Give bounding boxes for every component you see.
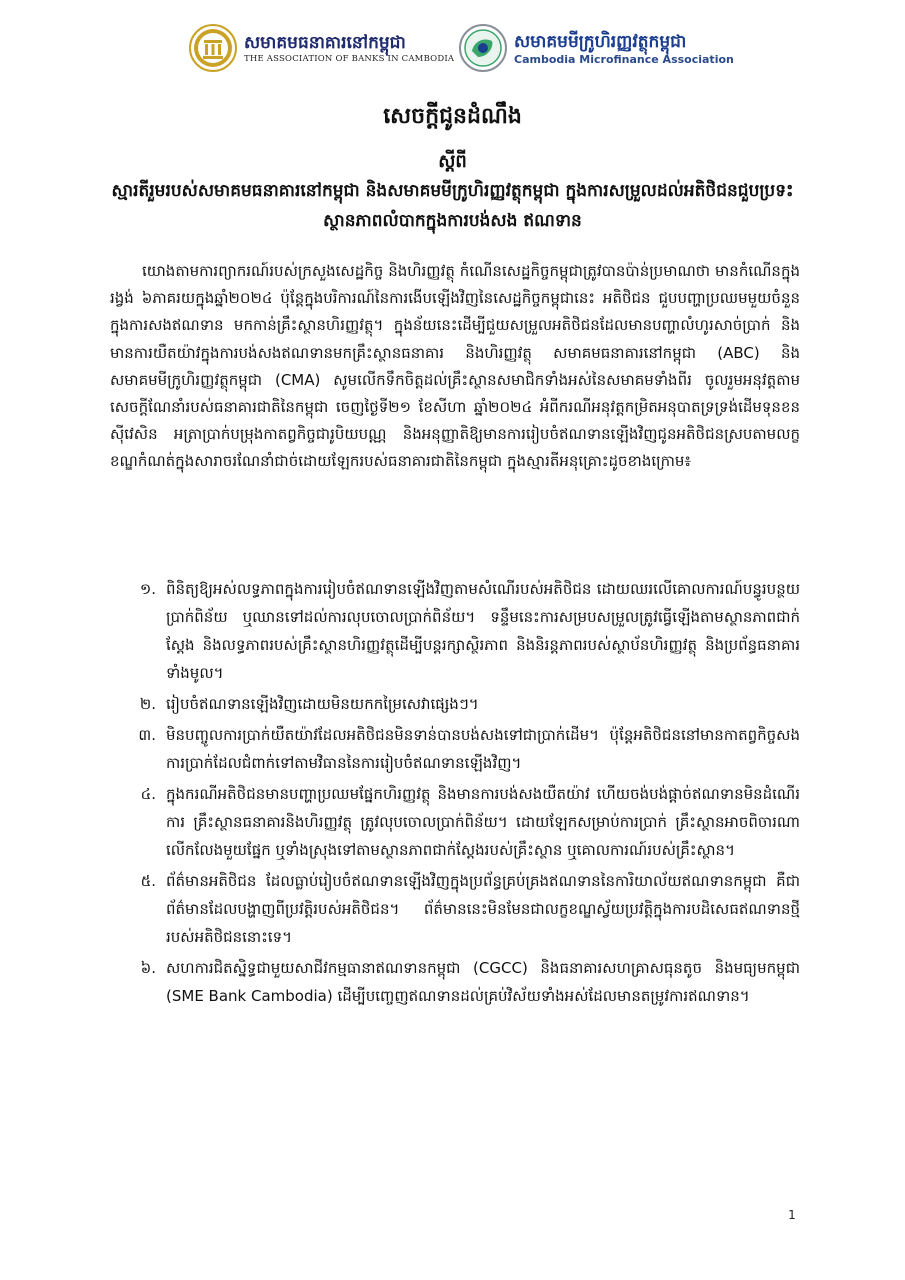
abc-name-en: THE ASSOCIATION OF BANKS IN CAMBODIA xyxy=(244,54,455,64)
list-item-text: សហការជិតស្និទ្ធជាមួយសាជីវកម្មធានាឥណទានកម្ពុជា (CGCC) និងធនាគារសហគ្រាសធុនតូច និងមធ្យមកម្ពុជា (SME Bank Cambodia) ដើម្បីបញ្ចេញឥណទានដល់គ្រប់វិស័យទាំងអស់ដែលមានតម្រូវការឥណទាន។ xyxy=(166,959,800,1005)
list-item-text: រៀបចំឥណទានឡើងវិញដោយមិនយកកម្រៃសេវាផ្សេងៗ។ xyxy=(166,695,479,713)
list-item-text: មិនបញ្ចូលការប្រាក់យឺតយ៉ាវដែលអតិថិជនមិនទាន់បានបង់សងទៅជាប្រាក់ដើម។ ប៉ុន្តែអតិថិជននៅមានកាតព្វកិច្ចសងការប្រាក់ដែលជំពាក់ទៅតាមវិធាននៃការរៀបចំឥណទានឡើងវិញ។ xyxy=(166,726,800,772)
cma-name-kh: សមាគមមីក្រូហិរញ្ញវត្ថុកម្ពុជា xyxy=(514,31,687,52)
list-item xyxy=(110,690,800,718)
list-item xyxy=(110,721,800,777)
list-item xyxy=(110,954,800,1010)
list-item xyxy=(110,780,800,864)
abc-brand xyxy=(188,18,454,78)
list-item-number: ៦. xyxy=(140,959,156,977)
abc-name-kh: សមាគមធនាគារនៅកម្ពុជា xyxy=(244,33,406,53)
measures-list xyxy=(110,575,800,1013)
cma-name-en: Cambodia Microfinance Association xyxy=(514,52,734,66)
intro-paragraph: យោងតាមការព្យាករណ៍របស់ក្រសួងសេដ្ឋកិច្ច និងហិរញ្ញវត្ថុ កំណើនសេដ្ឋកិច្ចកម្ពុជាត្រូវបានប៉ាន់ប្រមាណថា មានកំណើនក្នុងរង្វង់ ៦ភាគរយក្នុងឆ្នាំ២០២៤ ប៉ុន្តែក្នុងបរិការណ៍នៃការងើបឡើងវិញនៃសេដ្ឋកិច្ចកម្ពុជានេះ អតិថិជន ជួបបញ្ហាប្រឈមមួយចំនួន ក្នុងការសងឥណទាន មកកាន់គ្រឹះស្ថានហិរញ្ញវត្ថុ។ ក្នុងន័យនេះដើម្បីជួយសម្រួលអតិថិជនដែលមានបញ្ហាលំហូរសាច់ប្រាក់ និងមានការយឺតយ៉ាវក្នុងការបង់សងឥណទានមកគ្រឹះស្ថានធនាគារ និងហិរញ្ញវត្ថុ សមាគមធនាគារនៅកម្ពុជា (ABC) និងសមាគមមីក្រូហិរញ្ញវត្ថុកម្ពុជា (CMA) សូមលើកទឹកចិត្តដល់គ្រឹះស្ថានសមាជិកទាំងអស់នៃសមាគមទាំងពីរ ចូលរួមអនុវត្តតាមសេចក្តីណែនាំរបស់ធនាគារជាតិនៃកម្ពុជា ចេញថ្ងៃទី២១ ខែសីហា ឆ្នាំ២០២៤ អំពីករណីអនុវត្តកម្រិតអនុបាតទ្រទ្រង់ដើមទុនខនស៊ីវេសិន អត្រាប្រាក់បម្រុងកាតព្វកិច្ចជារូបិយបណ្ណ និងអនុញ្ញាតិឱ្យមានការរៀបចំឥណទានឡើងវិញជូនអតិថិជនស្របតាមលក្ខខណ្ឌកំណត់ក្នុងសារាចរណែនាំជាច់ដោយឡែករបស់ធនាគារជាតិនៃកម្ពុជា ក្នុងស្មារតីអនុគ្រោះដូចខាងក្រោម៖ xyxy=(110,262,800,471)
list-item-number: ៤. xyxy=(140,785,156,803)
list-item-text: ពិនិត្យឱ្យអស់លទ្ធភាពក្នុងការរៀបចំឥណទានឡើងវិញតាមសំណើរបស់អតិថិជន ដោយឈរលើគោលការណ៍បន្ធូរបន្ថយប្រាក់ពិន័យ ឬឈានទៅដល់ការលុបចោលប្រាក់ពិន័យ។ ទន្ទឹមនេះការសម្របសម្រួលត្រូវធ្វើឡើងតាមស្ថានភាពជាក់ស្តែង និងលទ្ធភាពរបស់គ្រឹះស្ថានហិរញ្ញវត្ថុដើម្បីបន្តរក្សាស្ថិរភាព និងនិរន្តភាពរបស់ស្ថាប័នហិរញ្ញវត្ថុ និងប្រព័ន្ធធនាគារទាំងមូល។ xyxy=(166,580,800,682)
list-item-text: ព័ត៌មានអតិថិជន ដែលធ្លាប់រៀបចំឥណទានឡើងវិញក្នុងប្រព័ន្ធគ្រប់គ្រងឥណទាននៃការិយាល័យឥណទានកម្ពុជា គឺជាព័ត៌មានដែលបង្ហាញពីប្រវត្តិរបស់អតិថិជន។ ព័ត៌មាននេះមិនមែនជាលក្ខខណ្ឌស្វ័យប្រវត្តិក្នុងការបដិសេធឥណទានថ្មីរបស់អតិថិជននោះទេ។ xyxy=(166,872,800,946)
document-title: សេចក្តីជូនដំណឹង xyxy=(383,104,522,129)
list-item-number: ៣. xyxy=(138,726,156,744)
page-number: 1 xyxy=(788,1208,796,1222)
cma-emblem-icon xyxy=(458,23,508,73)
list-item xyxy=(110,575,800,687)
letterhead xyxy=(0,18,905,82)
list-item-number: ១. xyxy=(139,580,156,598)
list-item xyxy=(110,867,800,951)
subject-label: ស្តីពី xyxy=(438,151,467,172)
abc-emblem-icon xyxy=(188,23,238,73)
list-item-number: ៥. xyxy=(140,872,156,890)
cma-brand xyxy=(458,18,734,78)
subject-heading: ស្មារតីរួមរបស់សមាគមធនាគារនៅកម្ពុជា និងសមាគមមីក្រូហិរញ្ញវត្ថុកម្ពុជា ក្នុងការសម្រួលដល់អតិថិជនជួបប្រទះស្ថានភាពលំបាកក្នុងការបង់សង ឥណទាន xyxy=(111,181,794,231)
list-item-number: ២. xyxy=(139,695,156,713)
list-item-text: ក្នុងករណីអតិថិជនមានបញ្ហាប្រឈមផ្នែកហិរញ្ញវត្ថុ និងមានការបង់សងយឺតយ៉ាវ ហើយចង់បង់ផ្តាច់ឥណទានមិនដំណើរការ គ្រឹះស្ថានធនាគារនិងហិរញ្ញវត្ថុ ត្រូវលុបចោលប្រាក់ពិន័យ។ ដោយឡែកសម្រាប់ការប្រាក់ គ្រឹះស្ថានអាចពិចារណាលើកលែងមួយផ្នែក ឬទាំងស្រុងទៅតាមស្ថានភាពជាក់ស្តែងរបស់គ្រឹះស្ថាន ឬគោលការណ៍របស់គ្រឹះស្ថាន។ xyxy=(166,785,800,859)
